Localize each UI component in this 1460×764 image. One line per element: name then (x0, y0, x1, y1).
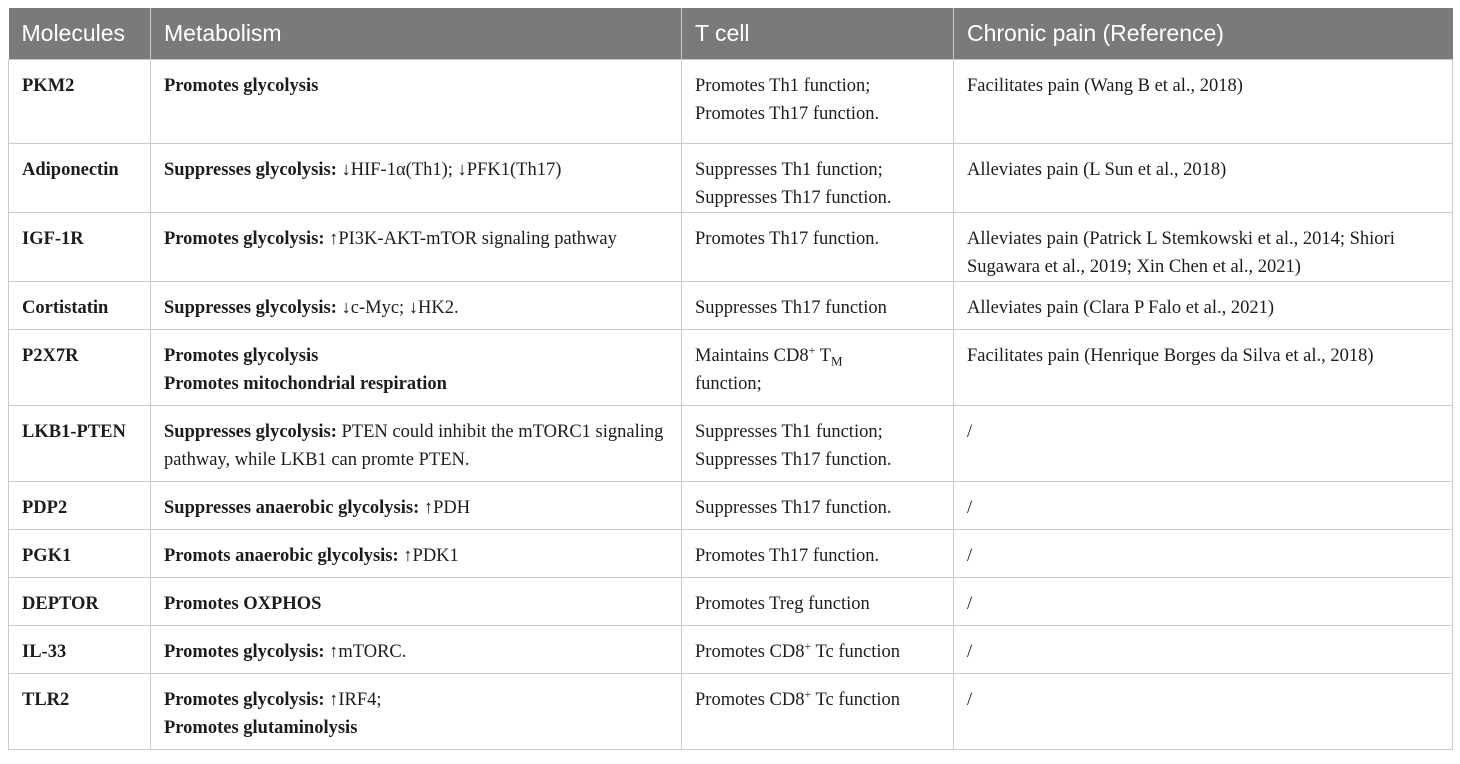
metabolism-cell (151, 481, 682, 529)
t-cell-cell (682, 673, 954, 749)
chronic-pain-cell: / (954, 481, 1453, 529)
metabolism-detail-text: ↑PI3K-AKT-mTOR signaling pathway (324, 228, 617, 249)
t-cell-superscript: + (804, 686, 812, 701)
metabolism-cell (151, 143, 682, 212)
metabolism-line (164, 370, 668, 398)
header-metabolism: Metabolism (151, 8, 682, 59)
t-cell-cell (682, 577, 954, 625)
metabolism-bold-text: Promotes glycolysis: (164, 641, 325, 662)
header-row (9, 8, 1453, 59)
t-cell-line: Promotes Th17 function. (695, 228, 880, 249)
t-cell-line: Promotes Th17 function. (695, 103, 880, 124)
molecule-cell: PKM2 (9, 59, 151, 143)
t-cell-cell (682, 281, 954, 329)
t-cell-cell (682, 212, 954, 281)
metabolism-line (164, 494, 668, 522)
metabolism-line (164, 638, 668, 666)
table-row (9, 405, 1453, 481)
table-row (9, 59, 1453, 143)
table-row (9, 329, 1453, 405)
t-cell-line (695, 638, 940, 666)
metabolism-cell (151, 673, 682, 749)
t-cell-line: Suppresses Th17 function. (695, 187, 892, 208)
metabolism-line (164, 225, 668, 253)
t-cell-line: Suppresses Th17 function. (695, 497, 892, 518)
metabolism-bold-text: Suppresses glycolysis: (164, 297, 337, 318)
metabolism-detail-text: ↑mTORC. (324, 641, 407, 662)
chronic-pain-cell: / (954, 577, 1453, 625)
molecule-cell: IGF-1R (9, 212, 151, 281)
t-cell-cell (682, 481, 954, 529)
t-cell-line: Promotes Th17 function. (695, 545, 880, 566)
chronic-pain-cell: Alleviates pain (L Sun et al., 2018) (954, 143, 1453, 212)
metabolism-bold-text: Promotes glycolysis: (164, 228, 325, 249)
metabolism-line (164, 714, 668, 742)
molecule-cell: PGK1 (9, 529, 151, 577)
t-cell-line: Suppresses Th17 function (695, 297, 887, 318)
metabolism-detail-text: ↑PDK1 (398, 545, 459, 566)
metabolism-line (164, 156, 668, 184)
molecule-cell: Cortistatin (9, 281, 151, 329)
metabolism-bold-text: Promots anaerobic glycolysis: (164, 545, 399, 566)
metabolism-bold-text: Promotes OXPHOS (164, 593, 322, 614)
metabolism-cell (151, 59, 682, 143)
t-cell-text: Tc function (811, 641, 901, 662)
t-cell-text: T (815, 345, 831, 366)
metabolism-detail-text: ↓c-Myc; ↓HK2. (336, 297, 459, 318)
t-cell-cell (682, 529, 954, 577)
table-row (9, 143, 1453, 212)
metabolism-cell (151, 405, 682, 481)
molecule-cell: DEPTOR (9, 577, 151, 625)
table-row (9, 673, 1453, 749)
metabolism-bold-text: Promotes mitochondrial respiration (164, 373, 447, 394)
t-cell-line (695, 342, 940, 370)
metabolism-line (164, 342, 668, 370)
header-chronic-pain: Chronic pain (Reference) (954, 8, 1453, 59)
table-row (9, 281, 1453, 329)
t-cell-line: Promotes Th1 function; (695, 75, 871, 96)
chronic-pain-cell: / (954, 673, 1453, 749)
t-cell-subscript: M (830, 353, 843, 369)
metabolism-line (164, 542, 668, 570)
t-cell-text: Promotes CD8 (695, 641, 805, 662)
t-cell-text: Promotes CD8 (695, 689, 805, 710)
chronic-pain-cell: / (954, 529, 1453, 577)
metabolism-cell (151, 329, 682, 405)
metabolism-bold-text: Suppresses anaerobic glycolysis: (164, 497, 420, 518)
molecule-cell: TLR2 (9, 673, 151, 749)
t-cell-superscript: + (804, 638, 812, 653)
t-cell-text: Tc function (811, 689, 901, 710)
table-row (9, 625, 1453, 673)
chronic-pain-cell: / (954, 625, 1453, 673)
t-cell-cell (682, 143, 954, 212)
metabolism-cell (151, 212, 682, 281)
metabolism-detail-text: PTEN could inhibit the mTORC1 signaling pathway, while LKB1 can promte PTEN. (164, 421, 664, 470)
molecule-cell: IL-33 (9, 625, 151, 673)
metabolism-detail-text: ↑IRF4; (324, 689, 382, 710)
metabolism-line (164, 72, 668, 100)
header-molecules: Molecules (9, 8, 151, 59)
metabolism-bold-text: Promotes glycolysis (164, 75, 319, 96)
table-row (9, 577, 1453, 625)
metabolism-bold-text: Suppresses glycolysis: (164, 159, 337, 180)
metabolism-detail-text: ↓HIF-1α(Th1); ↓PFK1(Th17) (336, 159, 562, 180)
metabolism-cell (151, 577, 682, 625)
t-cell-line: function; (695, 373, 762, 394)
t-cell-cell (682, 625, 954, 673)
metabolism-bold-text: Promotes glycolysis (164, 345, 319, 366)
metabolism-bold-text: Suppresses glycolysis: (164, 421, 337, 442)
t-cell-line (695, 686, 940, 714)
metabolism-line (164, 686, 668, 714)
t-cell-text: Maintains CD8 (695, 345, 809, 366)
metabolism-line (164, 590, 668, 618)
molecule-cell: LKB1-PTEN (9, 405, 151, 481)
molecule-cell: P2X7R (9, 329, 151, 405)
t-cell-cell (682, 59, 954, 143)
metabolism-table (8, 8, 1453, 750)
metabolism-bold-text: Promotes glutaminolysis (164, 717, 358, 738)
t-cell-line: Suppresses Th17 function. (695, 449, 892, 470)
t-cell-line: Suppresses Th1 function; (695, 421, 883, 442)
table-body (9, 59, 1453, 749)
metabolism-cell (151, 625, 682, 673)
table-row (9, 212, 1453, 281)
chronic-pain-cell: / (954, 405, 1453, 481)
t-cell-superscript: + (808, 342, 816, 357)
metabolism-detail-text: ↑PDH (419, 497, 471, 518)
metabolism-line (164, 418, 668, 474)
metabolism-bold-text: Promotes glycolysis: (164, 689, 325, 710)
metabolism-cell (151, 529, 682, 577)
table-row (9, 481, 1453, 529)
metabolism-line (164, 294, 668, 322)
t-cell-line: Promotes Treg function (695, 593, 870, 614)
t-cell-cell (682, 329, 954, 405)
t-cell-cell (682, 405, 954, 481)
header-t-cell: T cell (682, 8, 954, 59)
t-cell-line: Suppresses Th1 function; (695, 159, 883, 180)
chronic-pain-cell: Facilitates pain (Henrique Borges da Silva et al., 2018) (954, 329, 1453, 405)
molecule-cell: PDP2 (9, 481, 151, 529)
chronic-pain-cell: Facilitates pain (Wang B et al., 2018) (954, 59, 1453, 143)
chronic-pain-cell: Alleviates pain (Patrick L Stemkowski et al., 2014; Shiori Sugawara et al., 2019; Xin Chen et al., 2021) (954, 212, 1453, 281)
metabolism-cell (151, 281, 682, 329)
molecule-cell: Adiponectin (9, 143, 151, 212)
table-row (9, 529, 1453, 577)
chronic-pain-cell: Alleviates pain (Clara P Falo et al., 2021) (954, 281, 1453, 329)
